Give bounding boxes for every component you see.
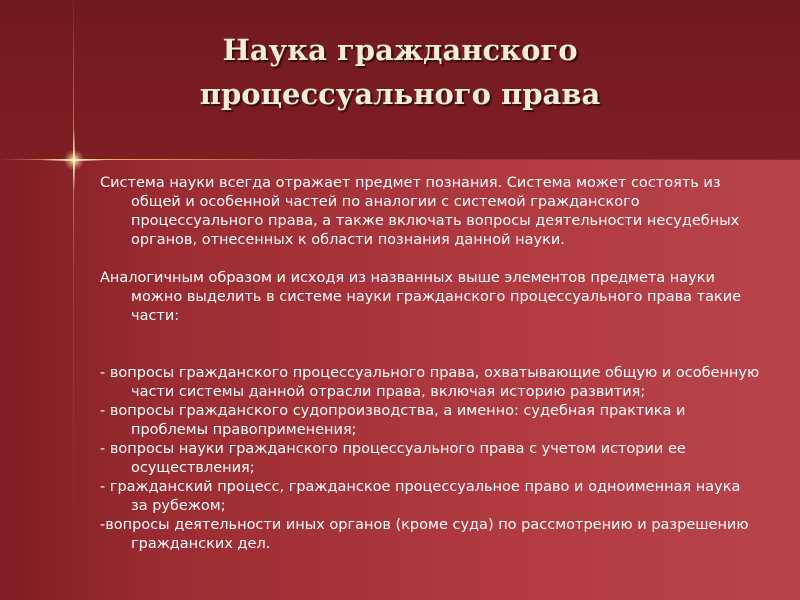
slide-title: Наука гражданского процессуального права	[199, 33, 601, 111]
paragraph-system: Система науки всегда отражает предмет познания. Система может состоять из общей и особенной частей по аналогии с системой гражданского процессуального права, а также включать вопросы деятельности несудебных органов, отнесенных к области познания данной науки.	[100, 175, 740, 248]
list-item: - вопросы гражданского судопроизводства, а именно: судебная практика и проблемы правоприменения;	[100, 403, 686, 438]
list-item: - вопросы науки гражданского процессуального права с учетом истории ее осуществления;	[100, 441, 686, 476]
header-divider-line	[0, 159, 800, 160]
slide-content	[100, 174, 760, 554]
paragraph-parts-intro: Аналогичным образом и исходя из названных выше элементов предмета науки можно выделить в системе науки гражданского процессуального права такие части:	[100, 270, 742, 324]
list-item: -вопросы деятельности иных органов (кроме суда) по рассмотрению и разрешению гражданских дел.	[100, 517, 749, 552]
sparkle-icon	[41, 127, 107, 193]
list-item: - гражданский процесс, гражданское процессуальное право и одноименная наука за рубежом;	[100, 479, 741, 514]
vertical-accent-line	[73, 0, 74, 600]
list-item: - вопросы гражданского процессуального права, охватывающие общую и особенную части системы данной отрасли права, включая историю развития;	[100, 365, 760, 400]
